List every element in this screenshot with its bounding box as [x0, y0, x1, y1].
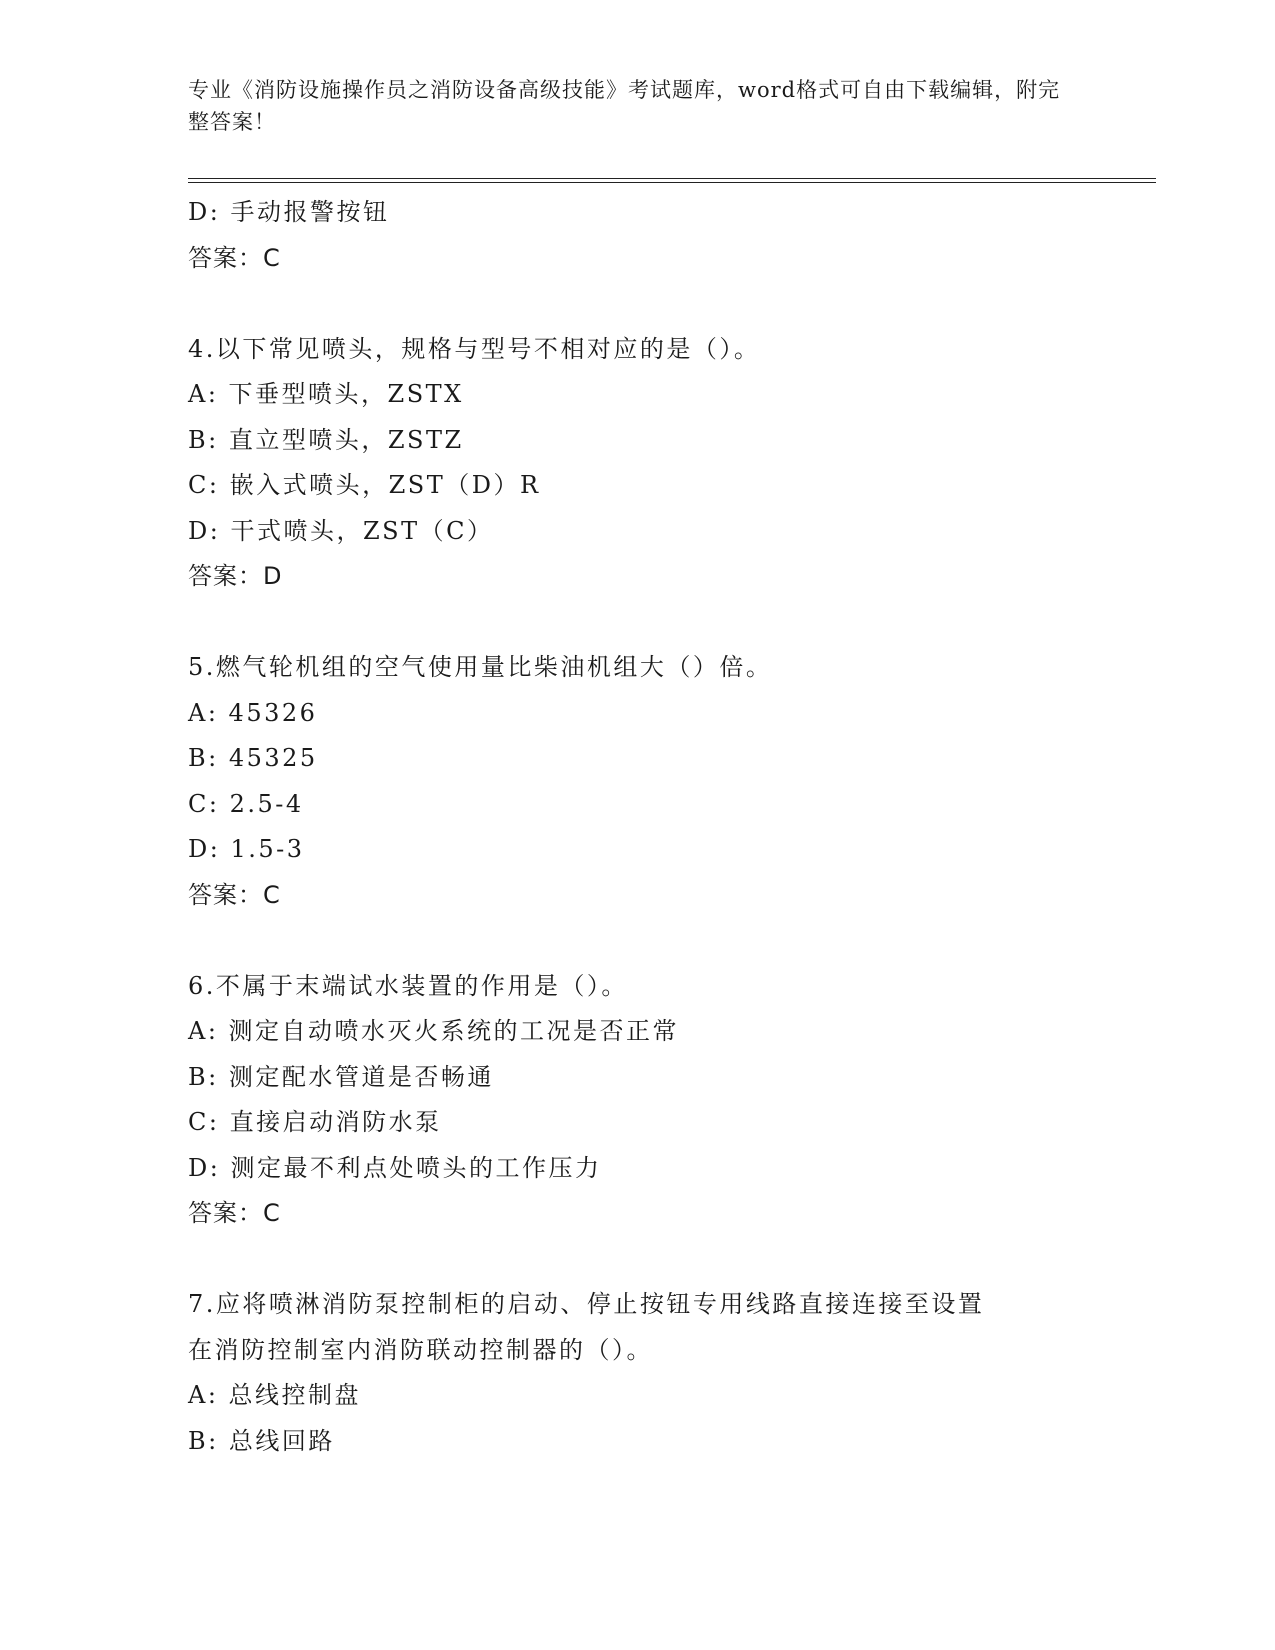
option-b: B: 45325 [188, 744, 318, 772]
question-stem: 4.以下常见喷头，规格与型号不相对应的是（）。 [188, 334, 761, 363]
option-c: C: 直接启动消防水泵 [188, 1108, 442, 1136]
question-block-7 [188, 1282, 1068, 1464]
option-d: D: 测定最不利点处喷头的工作压力 [188, 1153, 602, 1182]
spacer [188, 1237, 1068, 1283]
answer: 答案：C [188, 1199, 281, 1227]
option-d: D: 手动报警按钮 [188, 198, 390, 226]
question-stem-line-2: 在消防控制室内消防联动控制器的（）。 [188, 1335, 653, 1364]
option-a: A: 45326 [188, 698, 318, 727]
option-d: D: 1.5-3 [188, 835, 305, 863]
option-b: B: 总线回路 [188, 1426, 335, 1455]
option-a: A: 测定自动喷水灭火系统的工况是否正常 [188, 1017, 680, 1045]
question-stem-line-1: 7.应将喷淋消防泵控制柜的启动、停止按钮专用线路直接连接至设置 [188, 1290, 985, 1318]
option-b: B: 测定配水管道是否畅通 [188, 1062, 494, 1091]
spacer [188, 281, 1068, 327]
question-stem: 6.不属于末端试水装置的作用是（）。 [188, 971, 628, 1000]
question-list [188, 190, 1068, 1464]
option-a: A: 总线控制盘 [188, 1381, 362, 1409]
option-c: C: 嵌入式喷头，ZST（D）R [188, 471, 541, 499]
question-block-4 [188, 327, 1068, 600]
answer: 答案：C [188, 880, 281, 909]
answer: 答案：D [188, 562, 283, 590]
question-block-6 [188, 964, 1068, 1237]
option-a: A: 下垂型喷头，ZSTX [188, 380, 464, 408]
answer: 答案：C [188, 243, 281, 272]
spacer [188, 918, 1068, 964]
page-header: 专业《消防设施操作员之消防设备高级技能》考试题库，word格式可自由下载编辑，附完整答案！ [188, 78, 1061, 134]
spacer [188, 600, 1068, 646]
question-block-5 [188, 645, 1068, 918]
option-c: C: 2.5-4 [188, 789, 304, 818]
question-block-3 [188, 190, 1068, 281]
option-d: D: 干式喷头，ZST（C） [188, 516, 494, 545]
option-b: B: 直立型喷头，ZSTZ [188, 425, 464, 454]
question-stem: 5.燃气轮机组的空气使用量比柴油机组大（）倍。 [188, 653, 773, 681]
header-divider [188, 178, 1156, 183]
